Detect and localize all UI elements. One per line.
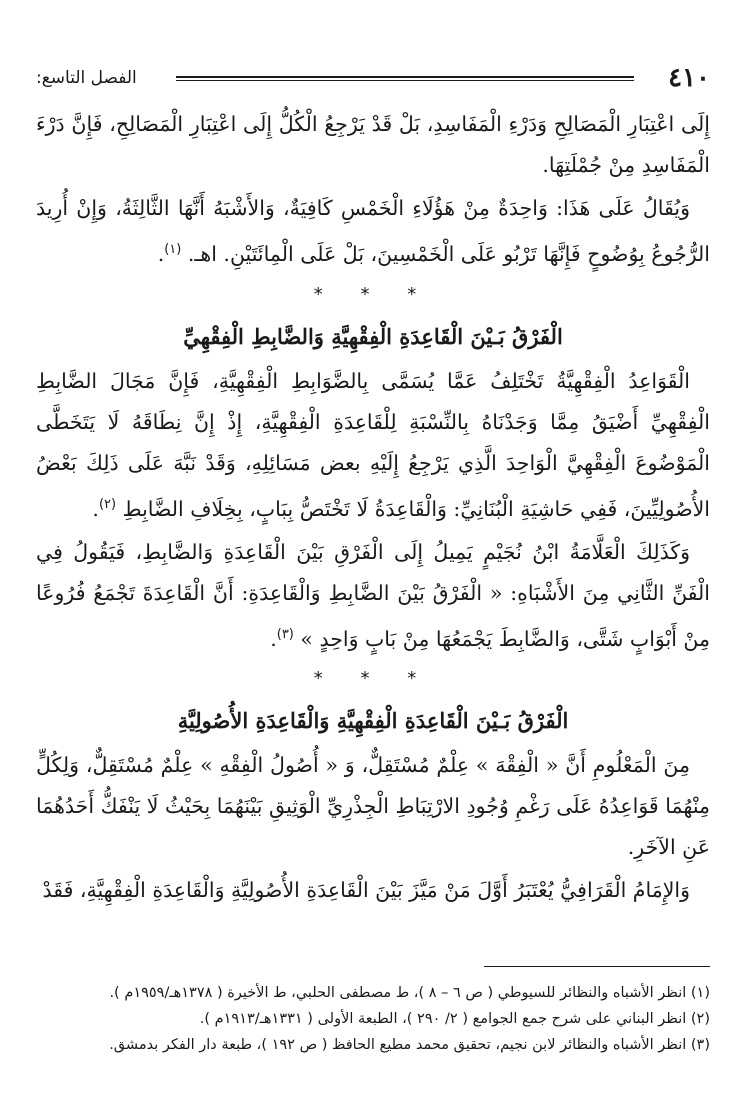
section-separator: * * * [313, 668, 433, 690]
footnote-ref: (١) [164, 242, 182, 257]
paragraph: الْقَوَاعِدُ الْفِقْهِيَّةُ تَخْتَلِفُ عَمَّا يُسَمَّى بِالضَّوَابِطِ الْفِقْهِيَّةِ، فَإِنَّ مَجَالَ الضَّابِطِ الْفِقْهِيِّ أَضْيَقُ مِمَّا وَجَدْنَاهُ بِالنِّسْبَةِ لِلْقَاعِدَةِ الْفِقْهِيَّةِ، إِذْ إِنَّ نِطَاقَهُ لَا يَتَخَطَّى الْمَوْضُوعَ الْفِقْهِيَّ الْوَاحِدَ الَّذِي يَرْجِعُ إِلَيْهِ بعض مَسَائِلِهِ، وَقَدْ نَبَّهَ عَلَى ذَلِكَ بَعْضُ الأُصُولِيِّينَ، فَفِي حَاشِيَةِ الْبُنَانِيِّ: وَالْقَاعِدَةُ لَا تَخْتَصُّ بِبَابٍ، بِخِلَافِ الضَّابِطِ $^{(٢)}$. [36, 368, 710, 521]
footnote: (٣) انظر الأشباه والنظائر لابن نجيم، تحقيق محمد مطيع الحافظ ( ص ١٩٢ )، طبعة دار الفكر بدمشق. [109, 1037, 710, 1053]
footnote: (٢) انظر البناني على شرح جمع الجوامع ( ٢/ ٢٩٠ )، الطبعة الأولى ( ١٣٣١هـ/١٩١٣م ). [199, 1011, 710, 1027]
section-separator: * * * [313, 283, 433, 305]
section-heading: الْفَرْقُ بَـيْنَ الْقَاعِدَةِ الْفِقْهِيَّةِ وَالْقَاعِدَةِ الأُصُولِيَّةِ [177, 708, 569, 734]
footnote-ref: (٢) [98, 496, 117, 512]
footnote: (١) انظر الأشباه والنظائر للسيوطي ( ص ٦ – ٨ )، ط مصطفى الحلبي، ط الأخيرة ( ١٣٧٨هـ/١٩٥٩م ). [109, 985, 710, 1001]
header-rule [176, 76, 634, 81]
section-heading: الْفَرْقُ بَـيْنَ الْقَاعِدَةِ الْفِقْهِيَّةِ وَالضَّابِطِ الْفِقْهِيِّ [183, 323, 563, 349]
footnote-rule [484, 966, 710, 967]
paragraph: وَيُقَالُ عَلَى هَذَا: وَاحِدَةٌ مِنْ هَؤُلَاءِ الْخَمْسِ كَافِيَةٌ، وَالأَشْبَهُ أَنَّهَا الثَّالِثَةُ، وَإِنْ أُرِيدَ الرُّجُوعُ بِوُضُوحٍ فَإِنَّهَا تَرْبُو عَلَى الْخَمْسِينَ، بَلْ عَلَى الْمِائَتَيْنِ. اهـ. $^{(١)}$. [36, 196, 710, 266]
chapter-title: الفصل التاسع: [36, 68, 137, 88]
paragraph: إِلَى اعْتِبَارِ الْمَصَالِحِ وَدَرْءِ الْمَفَاسِدِ، بَلْ قَدْ يَرْجِعُ الْكُلُّ إِلَى اعْتِبَارِ الْمَصَالِحِ، فَإِنَّ دَرْءَ الْمَفَاسِدِ مِنْ جُمْلَتِهَا. [36, 112, 710, 177]
footnote-ref: (٣) [276, 626, 294, 642]
footnotes [36, 980, 710, 1058]
page-number: ٤١٠ [668, 63, 710, 93]
paragraph: مِنَ الْمَعْلُومِ أَنَّ « الْفِقْهَ » عِلْمٌ مُسْتَقِلٌّ، وَ « أُصُولُ الْفِقْهِ » عِلْمٌ مُسْتَقِلٌّ، وَلِكُلٍّ مِنْهُمَا قَوَاعِدُهُ عَلَى رَغْمِ وُجُودِ الارْتِبَاطِ الْجِذْرِيِّ الْوَثِيقِ بَيْنَهُمَا بِحَيْثُ لَا يَنْفَكُّ أَحَدُهُمَا عَنِ الآخَرِ. [36, 753, 710, 860]
main-text [36, 104, 710, 913]
paragraph: وَكَذَلِكَ الْعَلَّامَةُ ابْنُ نُجَيْمٍ يَمِيلُ إِلَى الْفَرْقِ بَيْنَ الْقَاعِدَةِ وَالضَّابِطِ، فَيَقُولُ فِي الْفَنِّ الثَّانِي مِنَ الأَشْبَاهِ: « الْفَرْقُ بَيْنَ الضَّابِطِ وَالْقَاعِدَةِ: أَنَّ الْقَاعِدَةَ تَجْمَعُ فُرُوعًا مِنْ أَبْوَابٍ شَتَّى، وَالضَّابِطَ يَجْمَعُهَا مِنْ بَابٍ وَاحِدٍ » $^{(٣)}$. [36, 539, 710, 651]
page-header [36, 64, 710, 96]
paragraph: وَالإِمَامُ الْقَرَافِيُّ يُعْتَبَرُ أَوَّلَ مَنْ مَيَّزَ بَيْنَ الْقَاعِدَةِ الأُصُولِيَّةِ وَالْقَاعِدَةِ الْفِقْهِيَّةِ، فَقَدْ [42, 878, 690, 903]
